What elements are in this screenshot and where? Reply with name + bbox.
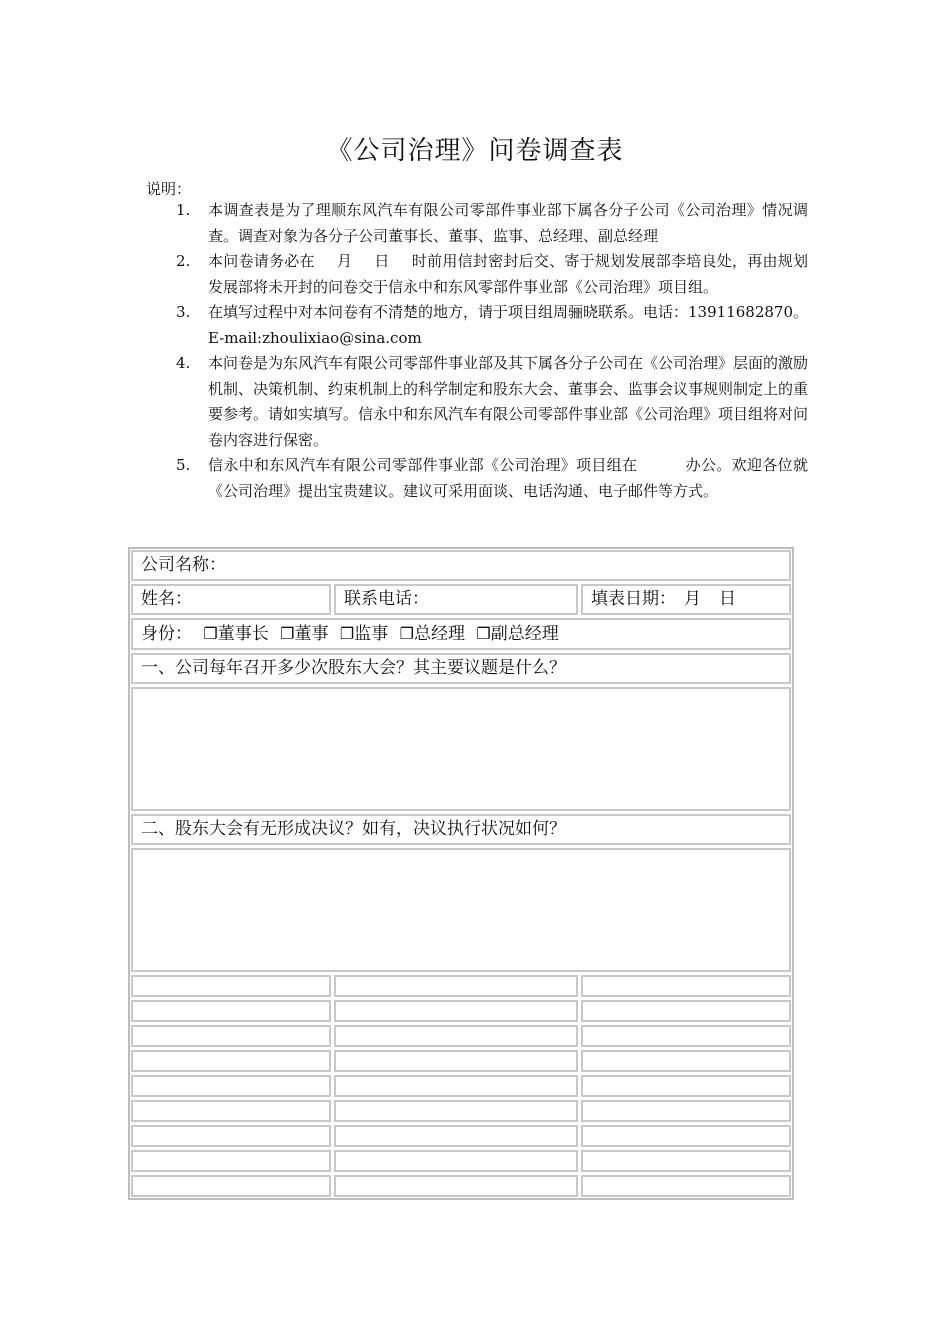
grid-cell[interactable]	[334, 1175, 578, 1197]
grid-row	[131, 1075, 791, 1097]
checkbox-icon[interactable]: ❐	[399, 624, 414, 643]
grid-cell[interactable]	[131, 1175, 331, 1197]
note-text: 办公。欢迎各位就《公司治理》提出宝贵建议。建议可采用面谈、电话沟通、电子邮件等方式。	[208, 456, 808, 500]
checkbox-icon[interactable]: ❐	[203, 624, 218, 643]
grid-cell[interactable]	[581, 1050, 791, 1072]
grid-row	[131, 1175, 791, 1197]
grid-row	[131, 1125, 791, 1147]
note-text: 本问卷请务必在	[208, 252, 315, 270]
grid-cell[interactable]	[334, 1000, 578, 1022]
option-label: 董事长	[217, 624, 269, 644]
identity-option-deputy-gm[interactable]	[470, 624, 558, 644]
identity-option-gm[interactable]	[394, 624, 465, 644]
phone-field[interactable]	[334, 584, 578, 615]
date-field[interactable]	[581, 584, 791, 615]
note-text: 日	[374, 252, 390, 270]
name-label: 姓名：	[141, 589, 192, 609]
checkbox-icon[interactable]: ❐	[280, 624, 295, 643]
name-field[interactable]	[131, 584, 331, 615]
grid-cell[interactable]	[131, 1075, 331, 1097]
grid-cell[interactable]	[131, 975, 331, 997]
note-number: 5.	[176, 456, 191, 474]
note-item	[176, 249, 808, 300]
grid-cell[interactable]	[581, 1075, 791, 1097]
grid-cell[interactable]	[131, 1000, 331, 1022]
identity-option-supervisor[interactable]	[334, 624, 388, 644]
note-label: 说明：	[146, 180, 192, 198]
grid-row	[131, 1150, 791, 1172]
grid-cell[interactable]	[581, 1125, 791, 1147]
company-name-label: 公司名称：	[141, 555, 226, 575]
note-item	[176, 300, 808, 351]
grid-row	[131, 975, 791, 997]
grid-row	[131, 1000, 791, 1022]
note-number: 1.	[176, 201, 191, 219]
grid-cell[interactable]	[581, 1150, 791, 1172]
option-label: 监事	[354, 624, 389, 644]
notes-list	[176, 198, 808, 504]
checkbox-icon[interactable]: ❐	[476, 624, 491, 643]
note-text: 本调查表是为了理顺东风汽车有限公司零部件事业部下属各分子公司《公司治理》情况调查。调查对象为各分子公司董事长、董事、监事、总经理、副总经理	[208, 201, 808, 245]
note-text: 月	[336, 252, 353, 270]
grid-cell[interactable]	[334, 1050, 578, 1072]
grid-cell[interactable]	[334, 1100, 578, 1122]
grid-cell[interactable]	[131, 1125, 331, 1147]
grid-cell[interactable]	[131, 1100, 331, 1122]
date-day: 日	[719, 589, 736, 609]
note-item	[176, 351, 808, 453]
date-label: 填表日期：	[591, 589, 676, 609]
note-text: 信永中和东风汽车有限公司零部件事业部《公司治理》项目组在	[208, 456, 638, 474]
note-number: 3.	[176, 303, 191, 321]
grid-cell[interactable]	[334, 1125, 578, 1147]
grid-cell[interactable]	[581, 1100, 791, 1122]
note-item	[176, 198, 808, 249]
option-label: 副总经理	[490, 624, 559, 644]
grid-cell[interactable]	[581, 1025, 791, 1047]
grid-row	[131, 1025, 791, 1047]
document-title: 《公司治理》问卷调查表	[326, 136, 624, 166]
survey-form	[128, 547, 794, 1200]
note-number: 4.	[176, 354, 191, 372]
grid-cell[interactable]	[131, 1150, 331, 1172]
grid-cell[interactable]	[334, 975, 578, 997]
grid-cell[interactable]	[131, 1050, 331, 1072]
identity-option-director[interactable]	[274, 624, 328, 644]
note-text: 本问卷是为东风汽车有限公司零部件事业部及其下属各分子公司在《公司治理》层面的激励机制、决策机制、约束机制上的科学制定和股东大会、董事会、监事会议事规则制定上的重要参考。请如实填写。信永中和东风汽车有限公司零部件事业部《公司治理》项目组将对问卷内容进行保密。	[208, 354, 809, 449]
grid-row	[131, 1050, 791, 1072]
question-1: 一、公司每年召开多少次股东大会？其主要议题是什么？	[131, 653, 791, 684]
grid-cell[interactable]	[131, 1025, 331, 1047]
note-text: 在填写过程中对本问卷有不清楚的地方，请于项目组周骊晓联系。电话：13911682870。E-mail:zhoulixiao@sina.com	[208, 303, 808, 347]
identity-option-chairman[interactable]	[197, 624, 268, 644]
note-text: 时前用信封密封后交、寄于规划发展部李培良处，再由规划发展部将未开封的问卷交于信永中和东风零部件事业部《公司治理》项目组。	[208, 252, 808, 296]
option-label: 总经理	[414, 624, 465, 644]
answer-1-area[interactable]	[131, 687, 791, 811]
grid-cell[interactable]	[334, 1075, 578, 1097]
question-2: 二、股东大会有无形成决议？如有，决议执行状况如何？	[131, 814, 791, 845]
phone-label: 联系电话：	[344, 589, 429, 609]
company-name-field[interactable]	[131, 550, 791, 581]
note-item	[176, 453, 808, 504]
answer-2-area[interactable]	[131, 848, 791, 972]
checkbox-icon[interactable]: ❐	[339, 624, 355, 643]
grid-cell[interactable]	[581, 1000, 791, 1022]
note-number: 2.	[176, 252, 191, 270]
grid-cell[interactable]	[334, 1150, 578, 1172]
identity-label: 身份：	[141, 624, 192, 644]
grid-cell[interactable]	[581, 1175, 791, 1197]
grid-row	[131, 1100, 791, 1122]
identity-field	[131, 618, 791, 650]
grid-cell[interactable]	[334, 1025, 578, 1047]
date-month: 月	[684, 589, 701, 609]
option-label: 董事	[294, 624, 329, 644]
grid-cell[interactable]	[581, 975, 791, 997]
